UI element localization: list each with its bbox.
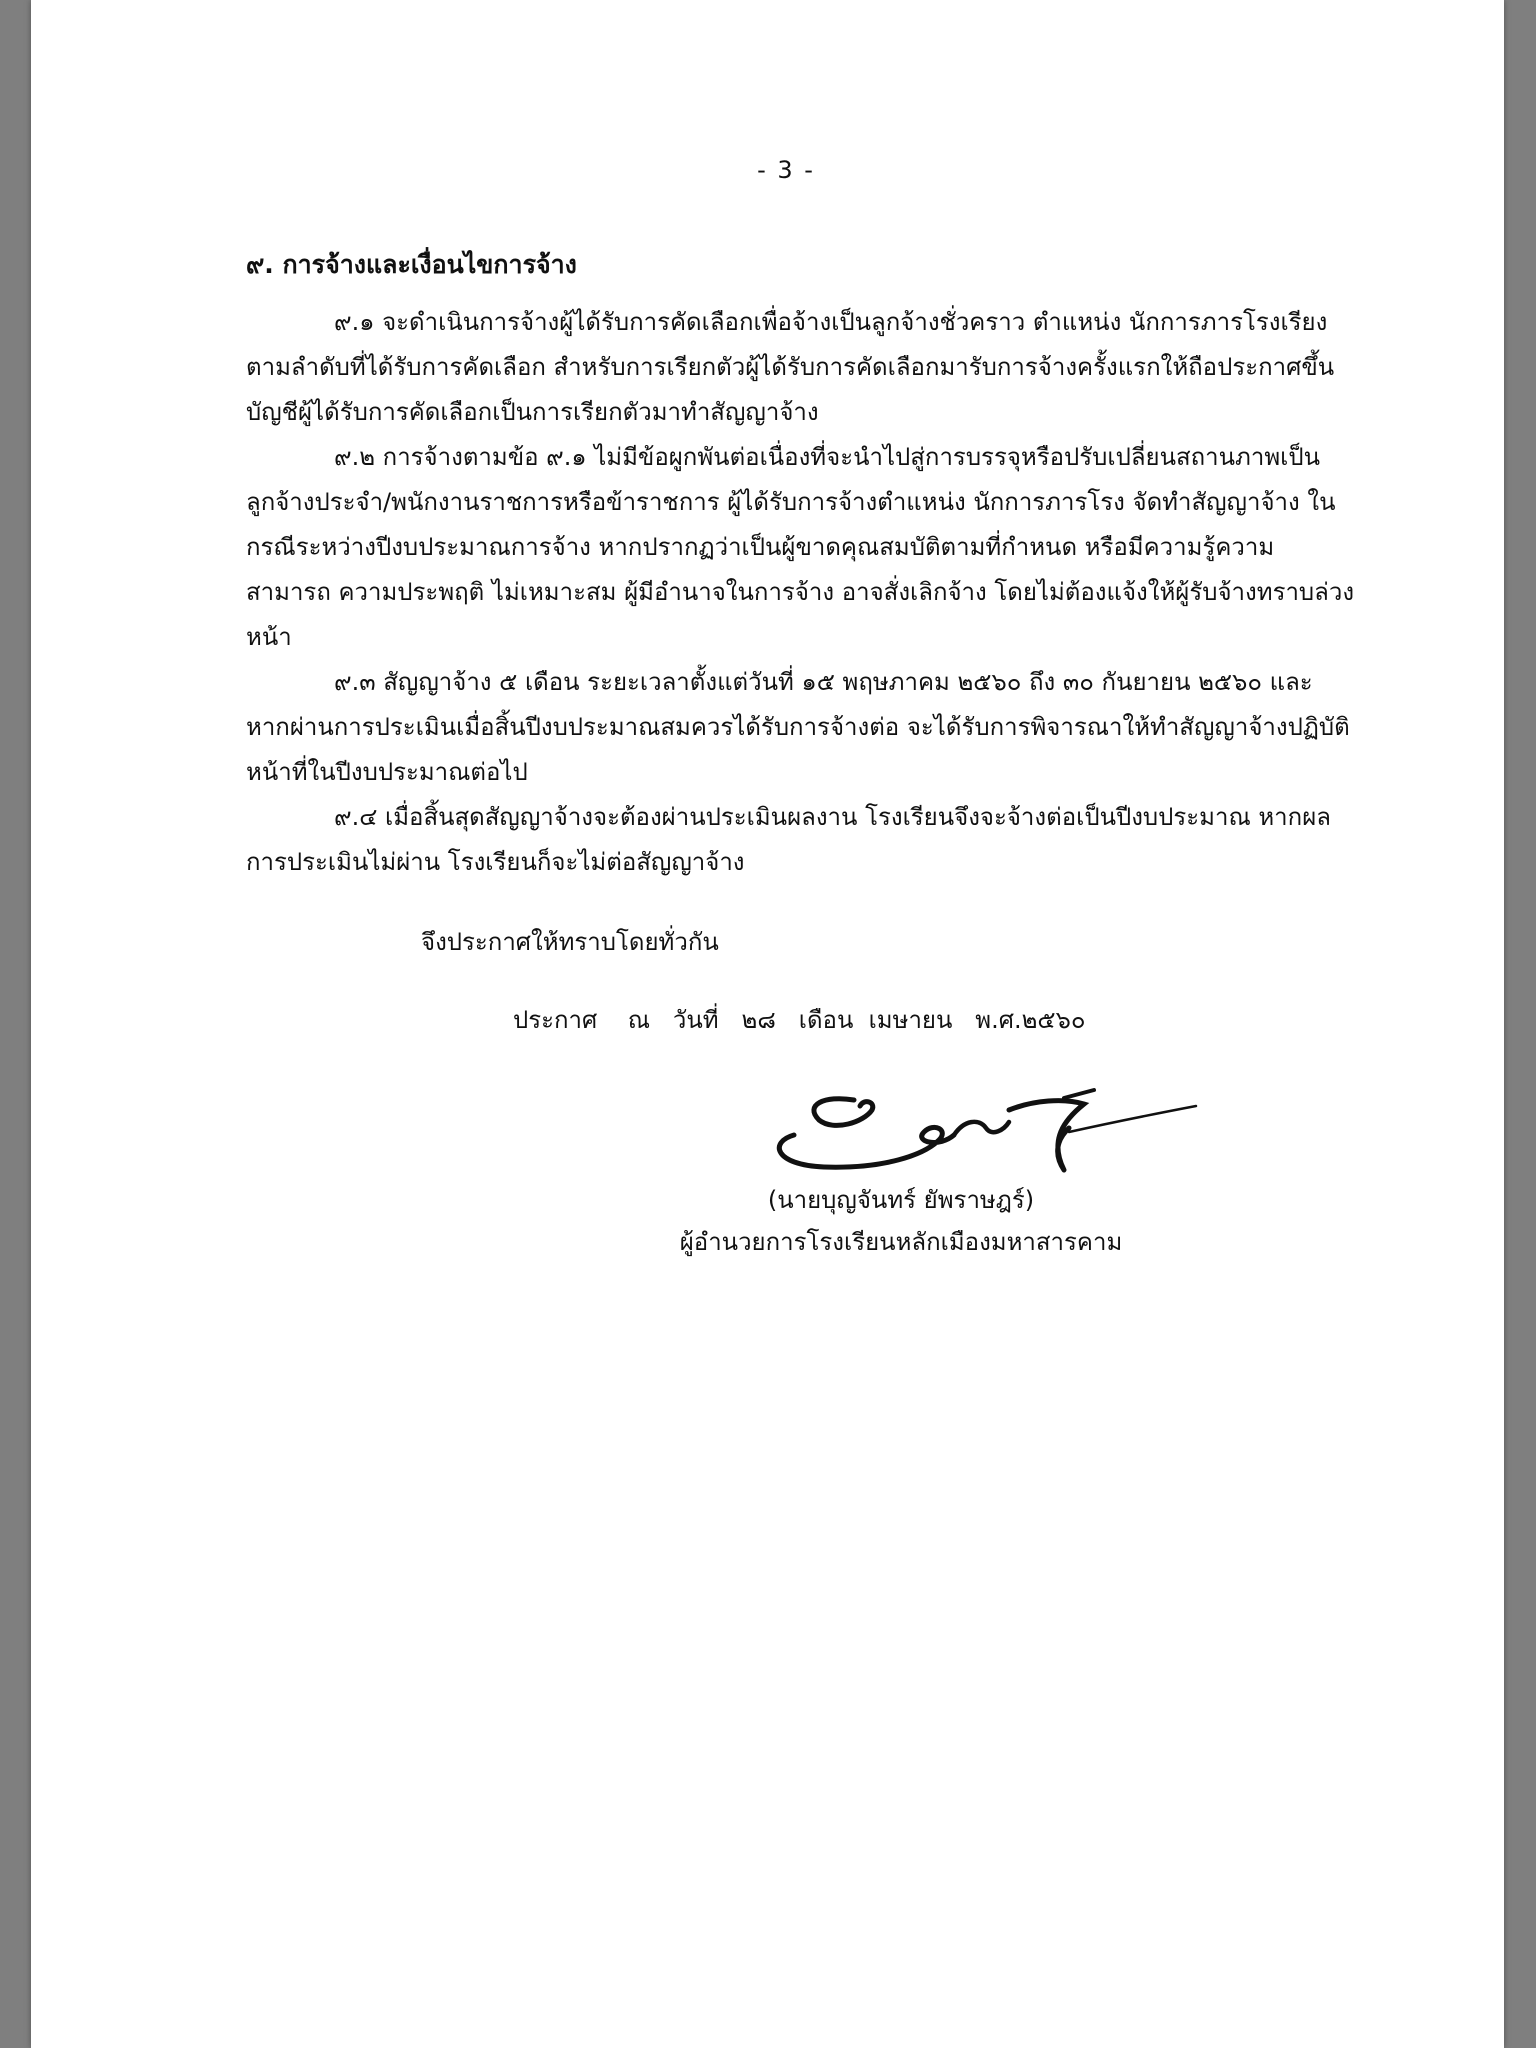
paragraph-9-4-text: ๙.๔ เมื่อสิ้นสุดสัญญาจ้างจะต้องผ่านประเมินผลงาน โรงเรียนจึงจะจ้างต่อเป็นปีงบประมาณ หากผลการประเมินไม่ผ่าน โรงเรียนก็จะไม่ต่อสัญญาจ้าง [246, 803, 1331, 876]
closing-statement: จึงประกาศให้ทราบโดยทั่วกัน [421, 928, 719, 956]
signer-name: (นายบุญจันทร์ ยัพราษฎร์) [767, 1186, 1035, 1214]
paragraph-9-2-text: ๙.๒ การจ้างตามข้อ ๙.๑ ไม่มีข้อผูกพันต่อเนื่องที่จะนำไปสู่การบรรจุหรือปรับเปลี่ยนสถานภาพเป็นลูกจ้างประจำ/พนักงานราชการหรือข้าราชการ ผู้ได้รับการจ้างตำแหน่ง นักการภารโรง จัดทำสัญญาจ้าง ในกรณีระหว่างปีงบประมาณการจ้าง หากปรากฏว่าเป็นผู้ขาดคุณสมบัติตามที่กำหนด หรือมีความรู้ความสามารถ ความประพฤติ ไม่เหมาะสม ผู้มีอำนาจในการจ้าง อาจสั่งเลิกจ้าง โดยไม่ต้องแจ้งให้ผู้รับจ้างทราบล่วงหน้า [246, 443, 1355, 651]
page-number: - 3 - [757, 156, 815, 184]
signer-title: ผู้อำนวยการโรงเรียนหลักเมืองมหาสารคาม [679, 1228, 1123, 1256]
paragraph-9-4 [246, 795, 1356, 885]
handwritten-signature [764, 1070, 1204, 1180]
section-heading: ๙. การจ้างและเงื่อนไขการจ้าง [246, 250, 577, 279]
paragraph-9-2 [246, 435, 1356, 660]
document-page [31, 0, 1504, 2048]
paragraph-9-3 [246, 660, 1356, 795]
paragraph-9-3-text: ๙.๓ สัญญาจ้าง ๕ เดือน ระยะเวลาตั้งแต่วันที่ ๑๕ พฤษภาคม ๒๕๖๐ ถึง ๓๐ กันยายน ๒๕๖๐ และหากผ่านการประเมินเมื่อสิ้นปีงบประมาณสมควรได้รับการจ้างต่อ จะได้รับการพิจารณาให้ทำสัญญาจ้างปฏิบัติหน้าที่ในปีงบประมาณต่อไป [246, 668, 1350, 786]
paragraph-9-1 [246, 300, 1356, 435]
announcement-date: ประกาศ ณ วันที่ ๒๘ เดือน เมษายน พ.ศ.๒๕๖๐ [513, 1006, 1086, 1034]
paragraph-9-1-text: ๙.๑ จะดำเนินการจ้างผู้ได้รับการคัดเลือกเพื่อจ้างเป็นลูกจ้างชั่วคราว ตำแหน่ง นักการภารโรงเรียงตามลำดับที่ได้รับการคัดเลือก สำหรับการเรียกตัวผู้ได้รับการคัดเลือกมารับการจ้างครั้งแรกให้ถือประกาศขึ้นบัญชีผู้ได้รับการคัดเลือกเป็นการเรียกตัวมาทำสัญญาจ้าง [246, 308, 1335, 426]
